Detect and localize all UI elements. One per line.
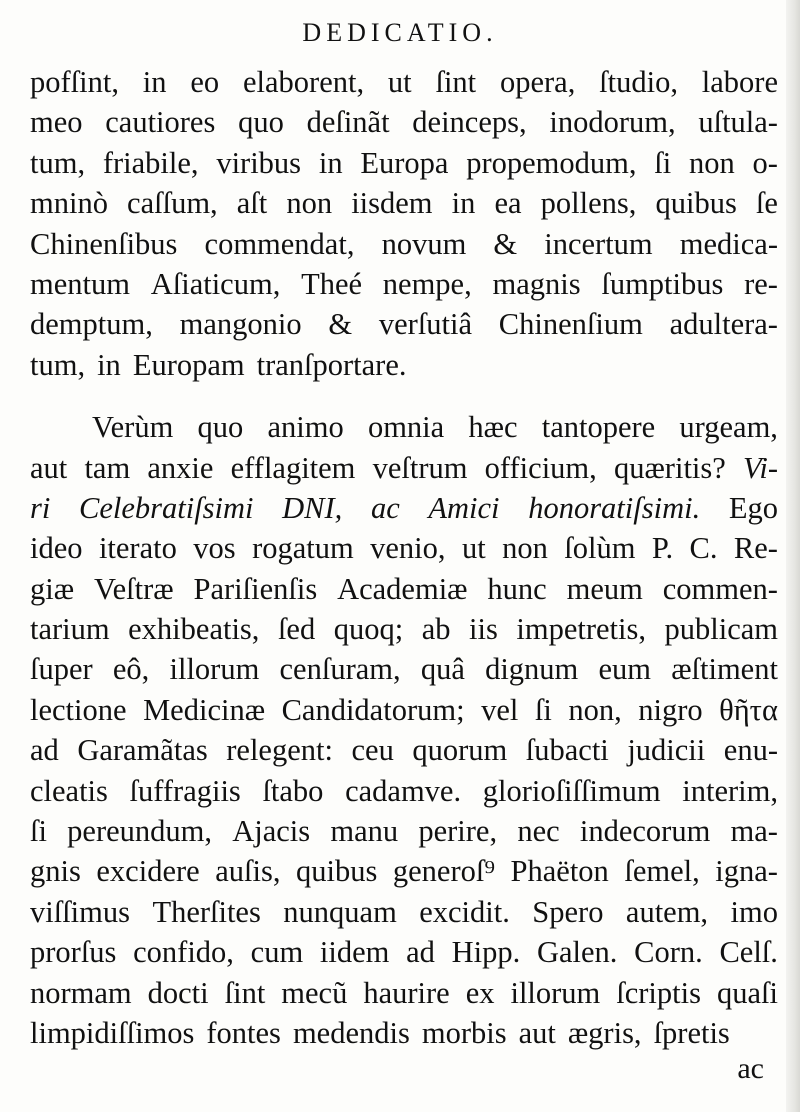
word: tarium bbox=[30, 612, 110, 647]
word: deinceps, bbox=[412, 105, 527, 140]
word: labore bbox=[701, 65, 778, 99]
word: haurire bbox=[363, 975, 450, 1010]
word: ægris, bbox=[567, 1015, 642, 1050]
word: adultera- bbox=[669, 307, 778, 342]
word: non bbox=[286, 186, 333, 221]
word: & bbox=[328, 307, 353, 342]
word: deſinãt bbox=[306, 105, 390, 140]
word: uſtula- bbox=[698, 105, 778, 140]
word: ac bbox=[370, 490, 400, 525]
word: Ego bbox=[728, 490, 778, 525]
word: ad bbox=[30, 733, 59, 768]
word: meum bbox=[566, 571, 643, 606]
text-line bbox=[30, 973, 778, 1013]
word: o- bbox=[752, 145, 778, 180]
text-line bbox=[30, 448, 778, 488]
word: non, bbox=[568, 692, 622, 727]
word: opera, bbox=[499, 65, 576, 99]
word: indecorum bbox=[579, 814, 711, 849]
word: quæritis? bbox=[613, 450, 726, 485]
text-line bbox=[30, 488, 778, 528]
word: Galen. bbox=[536, 935, 618, 970]
word: ſolùm bbox=[564, 531, 636, 566]
word: Medicinæ bbox=[143, 692, 266, 727]
word: in bbox=[451, 186, 476, 221]
word: cenſuram, bbox=[279, 652, 401, 687]
text-line bbox=[30, 1013, 778, 1053]
word: relegent: bbox=[226, 733, 333, 768]
word: Europam bbox=[132, 347, 245, 382]
word: commendat, bbox=[204, 226, 355, 261]
word: Pariſienſis bbox=[193, 571, 318, 606]
word: Vi- bbox=[743, 450, 778, 485]
word: ſpretis bbox=[653, 1015, 730, 1050]
word: exhibeatis, bbox=[128, 612, 260, 647]
word: tantopere bbox=[541, 410, 656, 445]
word: efflagitem bbox=[230, 450, 356, 485]
text-line bbox=[30, 811, 778, 851]
running-header: DEDICATIO. bbox=[302, 18, 498, 47]
word: quorum bbox=[412, 733, 508, 768]
text-line bbox=[30, 609, 778, 649]
word: quibus bbox=[296, 854, 378, 889]
word: ſe bbox=[755, 186, 778, 221]
word: C. bbox=[689, 531, 718, 566]
word: Celſ. bbox=[719, 935, 778, 970]
word: hunc bbox=[487, 571, 547, 606]
word: pereundum, bbox=[67, 814, 213, 849]
word: friabile, bbox=[102, 145, 199, 180]
word: ea bbox=[494, 186, 522, 221]
word: Amici bbox=[428, 490, 500, 525]
word: ceu bbox=[351, 733, 394, 768]
text-line bbox=[30, 143, 778, 183]
word: re- bbox=[744, 266, 778, 301]
word: Spero bbox=[532, 894, 604, 929]
word: ſtabo bbox=[262, 773, 324, 808]
word: ſint bbox=[435, 65, 477, 99]
word: nunquam bbox=[283, 894, 397, 929]
word: ſint bbox=[224, 975, 266, 1010]
word: Europa bbox=[360, 145, 449, 180]
word: nec bbox=[517, 814, 560, 849]
word: Celebratiſsimi bbox=[78, 490, 254, 525]
word: Garamãtas bbox=[77, 733, 208, 768]
word: gnis bbox=[30, 854, 81, 889]
word: hæc bbox=[468, 410, 518, 445]
word: normam bbox=[30, 975, 132, 1010]
word: cum bbox=[250, 935, 304, 970]
word: aut bbox=[30, 450, 68, 485]
word: veſtrum bbox=[372, 450, 468, 485]
page-edge-shadow bbox=[786, 0, 800, 1112]
word: quo bbox=[238, 105, 284, 140]
text-line bbox=[30, 892, 778, 932]
word: vel bbox=[481, 692, 519, 727]
word: excidit. bbox=[419, 894, 510, 929]
word: ut bbox=[387, 65, 412, 99]
word: non bbox=[689, 145, 735, 180]
word: perire, bbox=[418, 814, 498, 849]
word: aut bbox=[518, 1015, 556, 1050]
word: & bbox=[493, 226, 518, 261]
word: Re- bbox=[733, 531, 778, 566]
paragraph bbox=[30, 62, 778, 385]
text-line bbox=[30, 690, 778, 730]
word: venio, bbox=[370, 531, 446, 566]
word: quaſi bbox=[716, 975, 778, 1010]
text-line bbox=[30, 528, 778, 568]
text-line bbox=[30, 304, 778, 344]
word: in bbox=[142, 65, 167, 99]
word: interim, bbox=[682, 773, 778, 808]
word: manu bbox=[330, 814, 399, 849]
word: medica- bbox=[679, 226, 778, 261]
word: iisdem bbox=[351, 186, 433, 221]
word: tum, bbox=[30, 347, 86, 382]
word: quo bbox=[197, 410, 244, 445]
word: Verùm bbox=[92, 410, 174, 445]
word: incertum bbox=[544, 226, 653, 261]
word: tum, bbox=[30, 145, 86, 180]
word: aſt bbox=[236, 186, 268, 221]
word: ex bbox=[465, 975, 495, 1010]
word: excidere bbox=[96, 854, 200, 889]
word: illorum bbox=[169, 652, 260, 687]
word: demptum, bbox=[30, 307, 153, 342]
text-line bbox=[30, 183, 778, 223]
word: eô, bbox=[112, 652, 150, 687]
word: mangonio bbox=[179, 307, 302, 342]
word: ad bbox=[406, 935, 435, 970]
word: elaborent, bbox=[242, 65, 365, 99]
word: limpidiſſimos bbox=[30, 1015, 195, 1050]
word: inodorum, bbox=[549, 105, 676, 140]
word: iidem bbox=[319, 935, 390, 970]
word: animo bbox=[267, 410, 344, 445]
word: illorum bbox=[510, 975, 601, 1010]
text-line bbox=[30, 730, 778, 770]
word: Aſiaticum, bbox=[150, 266, 281, 301]
word: Ajacis bbox=[232, 814, 311, 849]
word: eum bbox=[598, 652, 651, 687]
word: docti bbox=[147, 975, 209, 1010]
word: ſcriptis bbox=[616, 975, 701, 1010]
word: ma- bbox=[730, 814, 778, 849]
word: Candidatorum; bbox=[281, 692, 465, 727]
text-line bbox=[30, 264, 778, 304]
word: rogatum bbox=[252, 531, 354, 566]
paragraph-gap bbox=[30, 385, 778, 407]
word: ſi bbox=[654, 145, 672, 180]
word: meo bbox=[30, 105, 83, 140]
word: Corn. bbox=[634, 935, 703, 970]
text-line bbox=[30, 102, 778, 142]
word: ideo bbox=[30, 531, 83, 566]
text-line bbox=[30, 224, 778, 264]
word: verſutiâ bbox=[378, 307, 473, 342]
word: iterato bbox=[98, 531, 177, 566]
word: medendis bbox=[292, 1015, 410, 1050]
text-line bbox=[30, 932, 778, 972]
word: honoratiſsimi. bbox=[528, 490, 701, 525]
word: Chinenſium bbox=[498, 307, 643, 342]
word: ſubacti bbox=[525, 733, 609, 768]
word: viſſimus bbox=[30, 894, 130, 929]
paragraph bbox=[30, 407, 778, 1053]
word: anxie bbox=[147, 450, 214, 485]
word: nempe, bbox=[382, 266, 472, 301]
word: ab bbox=[421, 612, 451, 647]
word: pollens, bbox=[540, 186, 637, 221]
word: prorſus bbox=[30, 935, 117, 970]
word: omnia bbox=[367, 410, 445, 445]
word: ſi bbox=[534, 692, 552, 727]
word: Hipp. bbox=[451, 935, 521, 970]
word: tranſportare. bbox=[256, 347, 407, 382]
word: igna- bbox=[715, 854, 778, 889]
word: cadamve. bbox=[345, 773, 462, 808]
word: morbis bbox=[421, 1015, 507, 1050]
catchword: ac bbox=[737, 1052, 764, 1085]
word: ſumptibus bbox=[601, 266, 724, 301]
word: magnis bbox=[492, 266, 581, 301]
word: autem, bbox=[625, 894, 709, 929]
word: Theé bbox=[301, 266, 363, 301]
text-line bbox=[30, 771, 778, 811]
word: non bbox=[502, 531, 548, 566]
word: giæ bbox=[30, 571, 75, 606]
word: Phaëton bbox=[510, 854, 609, 889]
word: generoſ⁹ bbox=[392, 854, 495, 889]
text-line bbox=[30, 407, 778, 447]
word: enu- bbox=[723, 733, 778, 768]
text-line bbox=[30, 649, 778, 689]
word: dignum bbox=[485, 652, 579, 687]
word: ſi bbox=[30, 814, 47, 849]
word: viribus bbox=[216, 145, 302, 180]
word: tam bbox=[84, 450, 131, 485]
text-line bbox=[30, 851, 778, 891]
word: publicam bbox=[664, 612, 778, 647]
word: Therſites bbox=[152, 894, 261, 929]
word: impetretis, bbox=[516, 612, 646, 647]
word: vos bbox=[193, 531, 236, 566]
text-line bbox=[30, 569, 778, 609]
word: quâ bbox=[420, 652, 465, 687]
word: novum bbox=[381, 226, 467, 261]
word: ſuffragiis bbox=[129, 773, 241, 808]
word: iis bbox=[469, 612, 498, 647]
word: mentum bbox=[30, 266, 130, 301]
word: lectione bbox=[30, 692, 127, 727]
word: ſuper bbox=[30, 652, 93, 687]
word: propemodum, bbox=[466, 145, 637, 180]
body-text bbox=[30, 62, 778, 1053]
word: θῆτα bbox=[719, 692, 778, 727]
word: caſſum, bbox=[127, 186, 218, 221]
word: imo bbox=[730, 894, 778, 929]
word: ut bbox=[461, 531, 486, 566]
word: officium, bbox=[484, 450, 597, 485]
word: quibus bbox=[655, 186, 737, 221]
word: P. bbox=[651, 531, 674, 566]
word: confido, bbox=[133, 935, 234, 970]
word: ſemel, bbox=[624, 854, 700, 889]
text-line bbox=[30, 345, 778, 385]
word: DNI, bbox=[282, 490, 343, 525]
word: auſis, bbox=[215, 854, 281, 889]
word: Chinenſibus bbox=[30, 226, 178, 261]
word: cautiores bbox=[105, 105, 216, 140]
word: mecũ bbox=[281, 975, 348, 1010]
word: urgeam, bbox=[679, 410, 778, 445]
word: in bbox=[97, 347, 121, 382]
word: quoq; bbox=[333, 612, 404, 647]
word: pofſint, bbox=[30, 65, 119, 99]
word: ri bbox=[30, 490, 51, 525]
word: ſtudio, bbox=[599, 65, 678, 99]
word: Veſtræ bbox=[93, 571, 174, 606]
word: Academiæ bbox=[337, 571, 468, 606]
word: mninò bbox=[30, 186, 108, 221]
text-line bbox=[30, 62, 778, 102]
word: glorioſiſſimum bbox=[482, 773, 661, 808]
word: nigro bbox=[638, 692, 703, 727]
word: commen- bbox=[662, 571, 778, 606]
word: ſed bbox=[277, 612, 316, 647]
word: æſtiment bbox=[671, 652, 778, 687]
word: judicii bbox=[627, 733, 706, 768]
word: fontes bbox=[206, 1015, 281, 1050]
word: eo bbox=[190, 65, 220, 99]
word: cleatis bbox=[30, 773, 108, 808]
word: in bbox=[318, 145, 343, 180]
